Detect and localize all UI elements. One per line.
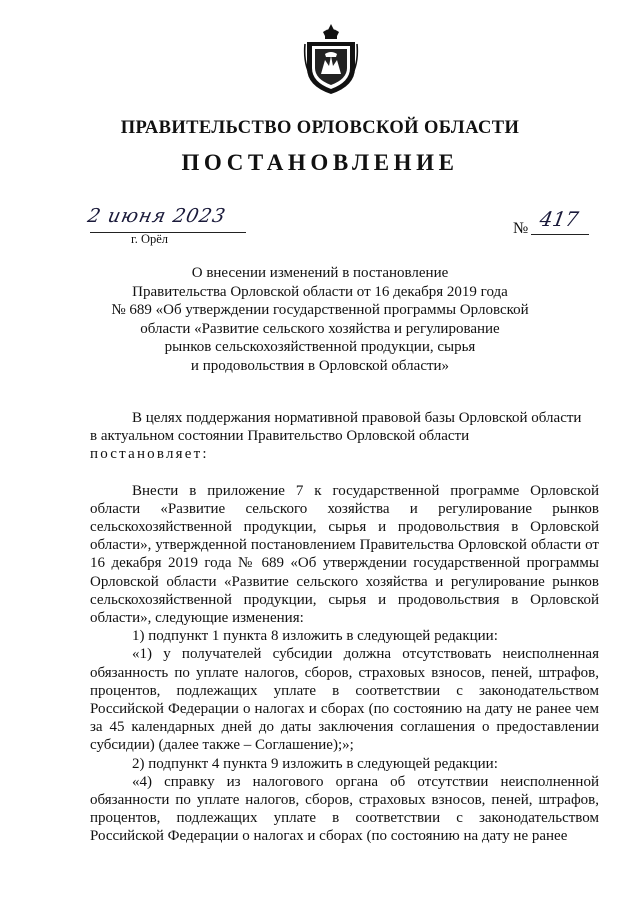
preamble-line: В целях поддержания нормативной правовой базы Орловской области (132, 410, 582, 426)
resolution-word: постановляет: (90, 446, 209, 463)
number-underline (531, 234, 589, 235)
body-item-1: 1) подпункт 1 пункта 8 изложить в следующей редакции: (132, 628, 498, 645)
number-label: № (513, 220, 529, 237)
body-item-2-text: «4) справку из налогового органа об отсутствии неисполненной обязанности по уплате налогов, сборов, страховых взносов, пеней, штрафов, процентов, подлежащих уплате в соответствии с законодательством Российской Федерации о налогах и сборах (по состоянию на дату не ранее (90, 773, 599, 845)
document-body (90, 409, 599, 846)
body-item-2: 2) подпункт 4 пункта 9 изложить в следующей редакции: (132, 755, 498, 772)
title-line: области «Развитие сельского хозяйства и регулирование (140, 320, 500, 337)
title-line: и продовольствия в Орловской области» (190, 357, 450, 374)
organization-name: ПРАВИТЕЛЬСТВО ОРЛОВСКОЙ ОБЛАСТИ (120, 118, 520, 138)
coat-of-arms-emblem (303, 22, 359, 96)
title-line: Правительства Орловской области от 16 декабря 2019 года (132, 283, 508, 300)
document-title (80, 264, 560, 375)
title-line: рынков сельскохозяйственной продукции, сырья (164, 339, 476, 355)
handwritten-number: 417 (537, 207, 581, 231)
body-paragraph-intro: Внести в приложение 7 к государственной программе Орловской области «Развитие сельского хозяйства и регулирование рынков сельскохозяйственной продукции, сырья и продовольствия в Орловской области», утвержденной постановлением Правительства Орловской области от 16 декабря 2019 года № 689 «Об утверждении государственной программы Орловской области «Развитие сельского хозяйства и регулирование рынков сельскохозяйственной продукции, сырья и продовольствия в Орловской области», следующие изменения: (90, 482, 599, 627)
document-type: ПОСТАНОВЛЕНИЕ (181, 150, 459, 175)
body-item-1-text: «1) у получателей субсидии должна отсутствовать неисполненная обязанность по уплате налогов, сборов, страховых взносов, пеней, штрафов, процентов, подлежащих уплате в соответствии с законодательством Российской Федерации о налогах и сборах (по состоянию на дату не ранее чем за 45 календарных дней до даты заключения соглашения о предоставлении субсидии) (далее также – Соглашение);»; (90, 646, 599, 754)
preamble-line: в актуальном состоянии Правительство Орловской области (90, 428, 470, 445)
handwritten-date: 2 июня 2023 (85, 205, 228, 227)
city-label: г. Орёл (131, 232, 169, 246)
title-line: № 689 «Об утверждении государственной программы Орловской (111, 302, 529, 318)
title-line: О внесении изменений в постановление (191, 265, 449, 281)
